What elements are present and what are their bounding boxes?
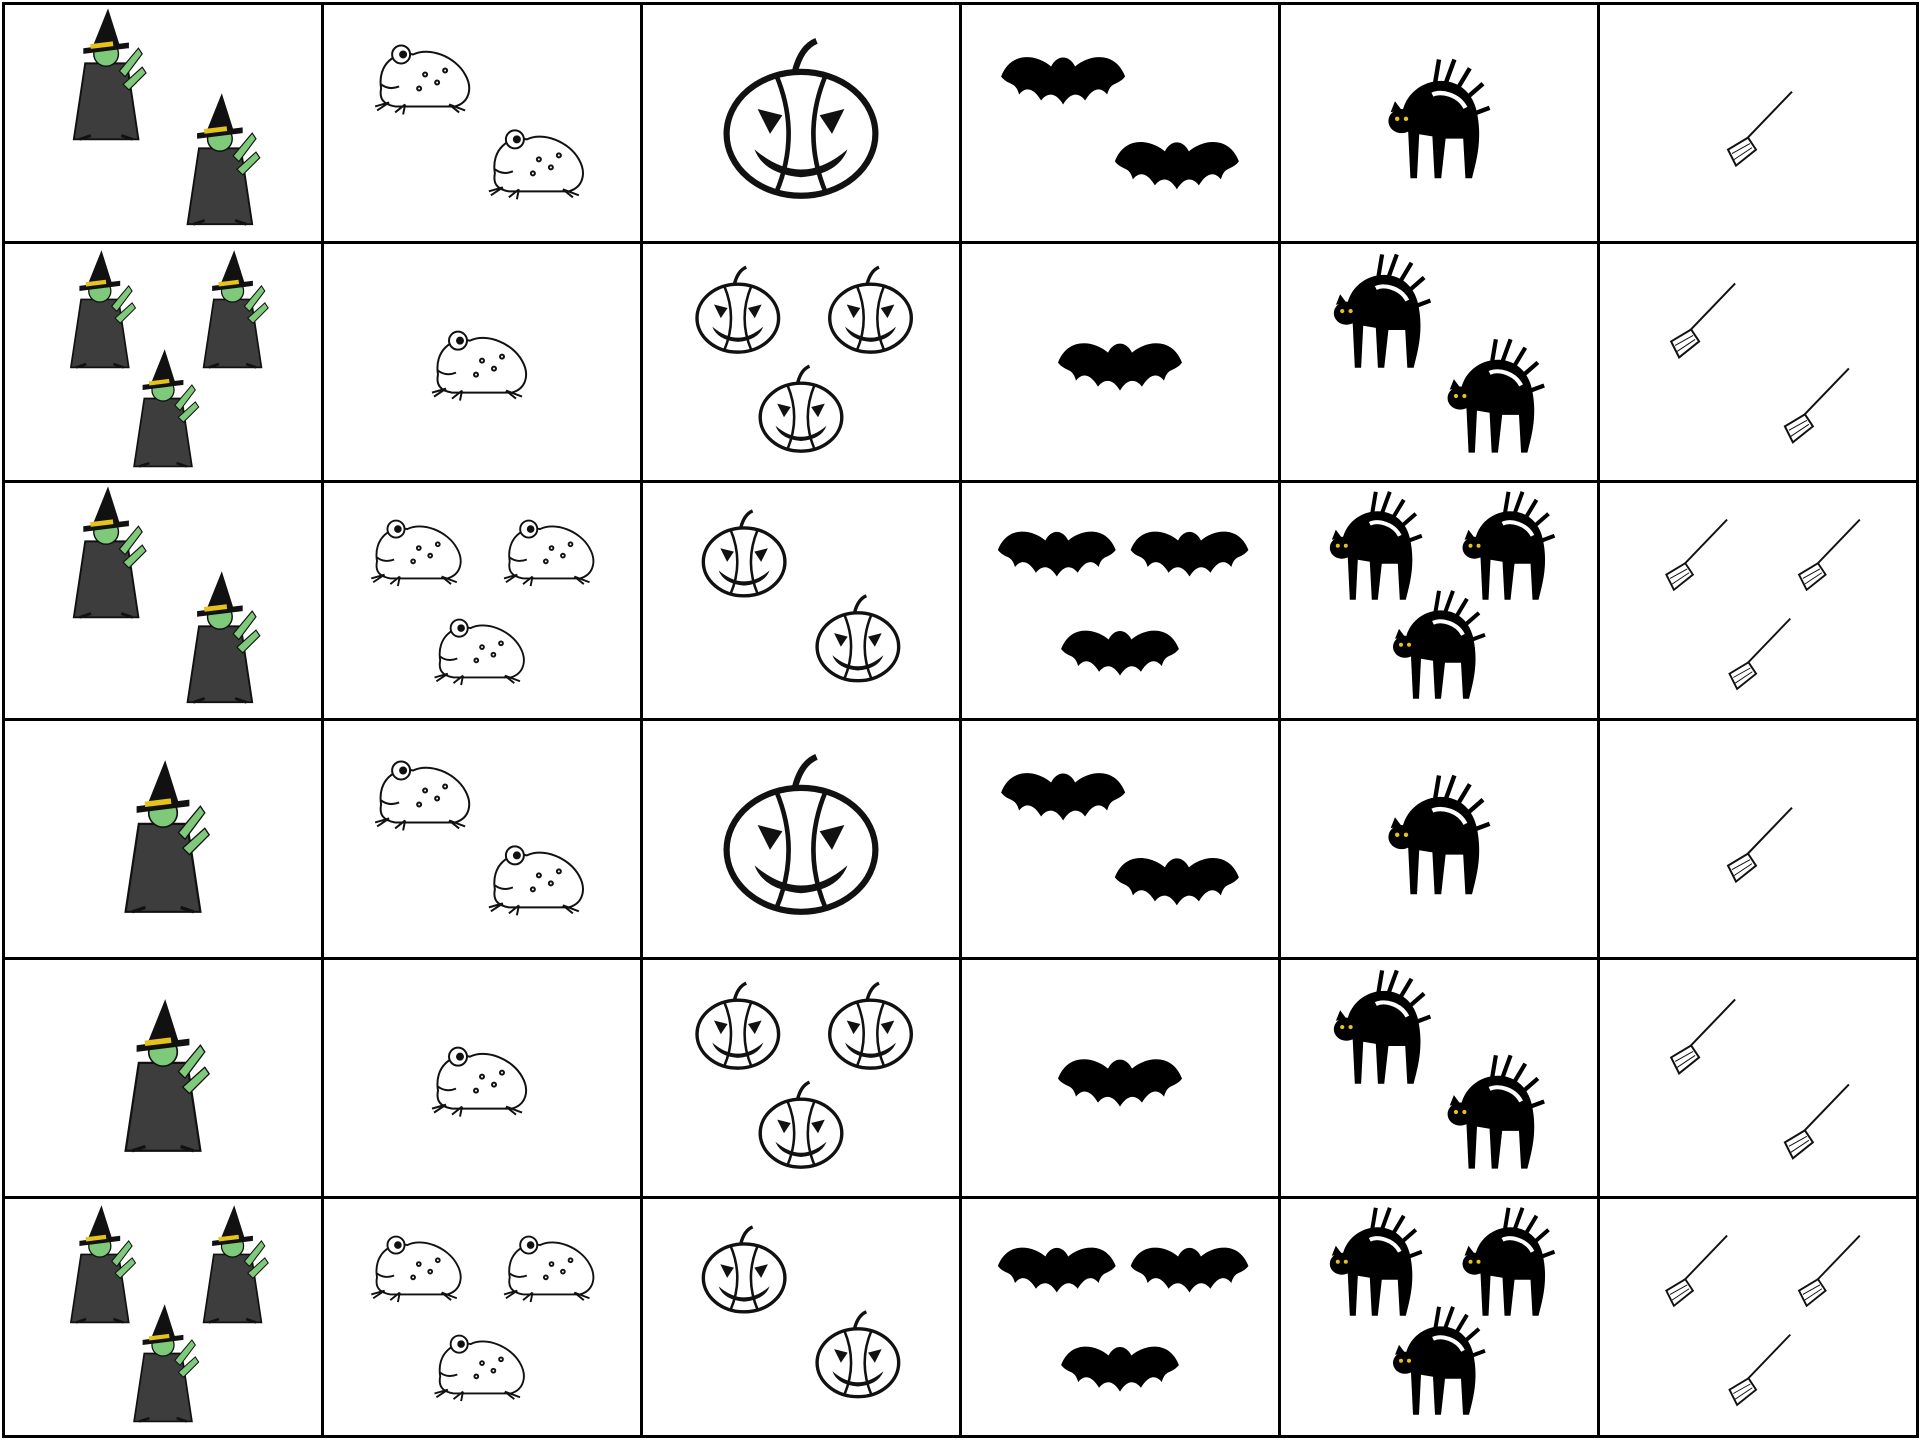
cell-row3-bat <box>962 483 1281 722</box>
cell-row4-pumpkin <box>643 721 962 960</box>
frog-group <box>324 960 640 1196</box>
witch-group <box>5 5 321 241</box>
pumpkin-group <box>643 483 959 719</box>
counting-grid <box>2 2 1919 1438</box>
frog-group <box>324 5 640 241</box>
bat-icon <box>1061 630 1179 675</box>
cat-icon <box>1463 491 1555 599</box>
cell-row5-broom <box>1600 960 1919 1199</box>
pumpkin-group <box>643 1199 959 1435</box>
witch-group <box>5 960 321 1196</box>
frog-icon <box>489 130 583 199</box>
pumpkin-icon <box>703 511 785 596</box>
pumpkin-group <box>643 244 959 480</box>
bat-group <box>962 721 1278 957</box>
frog-icon <box>489 847 583 916</box>
cell-row6-broom <box>1600 1199 1919 1438</box>
pumpkin-icon <box>727 41 876 196</box>
witch-icon <box>126 761 210 913</box>
witch-group <box>5 244 321 480</box>
witch-icon <box>134 349 199 466</box>
bat-icon <box>1115 859 1239 906</box>
cell-row6-bat <box>962 1199 1281 1438</box>
pumpkin-icon <box>830 267 912 352</box>
frog-icon <box>371 520 460 586</box>
broom-group <box>1600 483 1916 719</box>
witch-icon <box>204 250 269 367</box>
broom-icon <box>1799 519 1860 589</box>
bat-icon <box>1001 57 1125 104</box>
witch-icon <box>188 93 260 224</box>
cell-row1-cat <box>1281 5 1600 244</box>
frog-icon <box>432 331 526 400</box>
frog-group <box>324 244 640 480</box>
cell-row2-cat <box>1281 244 1600 483</box>
frog-icon <box>371 1237 460 1303</box>
bat-group <box>962 244 1278 480</box>
cell-row3-broom <box>1600 483 1919 722</box>
bat-icon <box>998 1248 1116 1293</box>
pumpkin-group <box>643 960 959 1196</box>
bat-icon <box>1131 531 1249 576</box>
cell-row2-witch <box>5 244 324 483</box>
bat-group <box>962 1199 1278 1435</box>
broom-icon <box>1728 808 1792 882</box>
frog-icon <box>504 1237 593 1303</box>
cat-icon <box>1463 1208 1555 1316</box>
cell-row2-broom <box>1600 244 1919 483</box>
frog-icon <box>375 45 469 114</box>
cat-icon <box>1330 491 1422 599</box>
cat-group <box>1281 1199 1597 1435</box>
broom-icon <box>1799 1236 1860 1306</box>
broom-icon <box>1666 1236 1727 1306</box>
witch-icon <box>126 999 210 1151</box>
cell-row5-frog <box>324 960 643 1199</box>
cell-row3-witch <box>5 483 324 722</box>
cat-icon <box>1448 339 1545 452</box>
pumpkin-icon <box>697 267 779 352</box>
broom-group <box>1600 960 1916 1196</box>
pumpkin-icon <box>760 1083 842 1168</box>
cell-row1-frog <box>324 5 643 244</box>
broom-group <box>1600 721 1916 957</box>
cell-row4-frog <box>324 721 643 960</box>
pumpkin-icon <box>817 595 899 680</box>
bat-icon <box>1058 343 1182 390</box>
frog-group <box>324 483 640 719</box>
pumpkin-icon <box>703 1227 785 1312</box>
broom-icon <box>1666 519 1727 589</box>
witch-group <box>5 721 321 957</box>
cell-row1-pumpkin <box>643 5 962 244</box>
cell-row4-cat <box>1281 721 1600 960</box>
cat-icon <box>1393 590 1485 698</box>
cat-group <box>1281 244 1597 480</box>
broom-icon <box>1785 1085 1849 1159</box>
cell-row2-frog <box>324 244 643 483</box>
bat-group <box>962 483 1278 719</box>
broom-icon <box>1671 283 1735 357</box>
witch-icon <box>204 1205 269 1322</box>
frog-icon <box>435 619 524 685</box>
witch-group <box>5 483 321 719</box>
cell-row3-cat <box>1281 483 1600 722</box>
cat-group <box>1281 483 1597 719</box>
witch-icon <box>188 571 260 702</box>
cell-row4-witch <box>5 721 324 960</box>
broom-group <box>1600 5 1916 241</box>
witch-group <box>5 1199 321 1435</box>
cell-row5-cat <box>1281 960 1600 1199</box>
cat-icon <box>1448 1056 1545 1169</box>
cell-row2-pumpkin <box>643 244 962 483</box>
cat-icon <box>1388 59 1489 178</box>
pumpkin-group <box>643 721 959 957</box>
bat-icon <box>1001 774 1125 821</box>
bat-group <box>962 960 1278 1196</box>
cell-row2-bat <box>962 244 1281 483</box>
cell-row5-witch <box>5 960 324 1199</box>
cat-icon <box>1334 971 1431 1084</box>
witch-icon <box>74 486 146 617</box>
cell-row3-pumpkin <box>643 483 962 722</box>
witch-icon <box>71 1205 136 1322</box>
witch-icon <box>74 8 146 139</box>
broom-icon <box>1730 1335 1791 1405</box>
pumpkin-icon <box>760 366 842 451</box>
pumpkin-icon <box>817 1312 899 1397</box>
cell-row6-frog <box>324 1199 643 1438</box>
bat-icon <box>1131 1248 1249 1293</box>
pumpkin-icon <box>697 984 779 1069</box>
bat-icon <box>1058 1060 1182 1107</box>
bat-icon <box>1115 142 1239 189</box>
cat-group <box>1281 960 1597 1196</box>
cat-icon <box>1388 776 1489 895</box>
cell-row4-broom <box>1600 721 1919 960</box>
cell-row1-bat <box>962 5 1281 244</box>
frog-group <box>324 721 640 957</box>
broom-icon <box>1785 368 1849 442</box>
cat-icon <box>1393 1307 1485 1415</box>
witch-icon <box>71 250 136 367</box>
cell-row6-witch <box>5 1199 324 1438</box>
cat-group <box>1281 5 1597 241</box>
pumpkin-icon <box>830 984 912 1069</box>
cell-row4-bat <box>962 721 1281 960</box>
cell-row1-witch <box>5 5 324 244</box>
bat-icon <box>1061 1347 1179 1392</box>
pumpkin-icon <box>727 757 876 912</box>
frog-group <box>324 1199 640 1435</box>
cell-row3-frog <box>324 483 643 722</box>
witch-icon <box>134 1304 199 1421</box>
broom-icon <box>1671 1000 1735 1074</box>
cell-row6-cat <box>1281 1199 1600 1438</box>
cat-group <box>1281 721 1597 957</box>
cell-row5-bat <box>962 960 1281 1199</box>
cell-row1-broom <box>1600 5 1919 244</box>
frog-icon <box>432 1048 526 1117</box>
broom-group <box>1600 244 1916 480</box>
broom-icon <box>1728 92 1792 166</box>
frog-icon <box>435 1336 524 1402</box>
cell-row6-pumpkin <box>643 1199 962 1438</box>
bat-icon <box>998 531 1116 576</box>
broom-icon <box>1730 618 1791 688</box>
broom-group <box>1600 1199 1916 1435</box>
frog-icon <box>504 520 593 586</box>
frog-icon <box>375 762 469 831</box>
cat-icon <box>1334 254 1431 367</box>
bat-group <box>962 5 1278 241</box>
cat-icon <box>1330 1208 1422 1316</box>
cell-row5-pumpkin <box>643 960 962 1199</box>
pumpkin-group <box>643 5 959 241</box>
